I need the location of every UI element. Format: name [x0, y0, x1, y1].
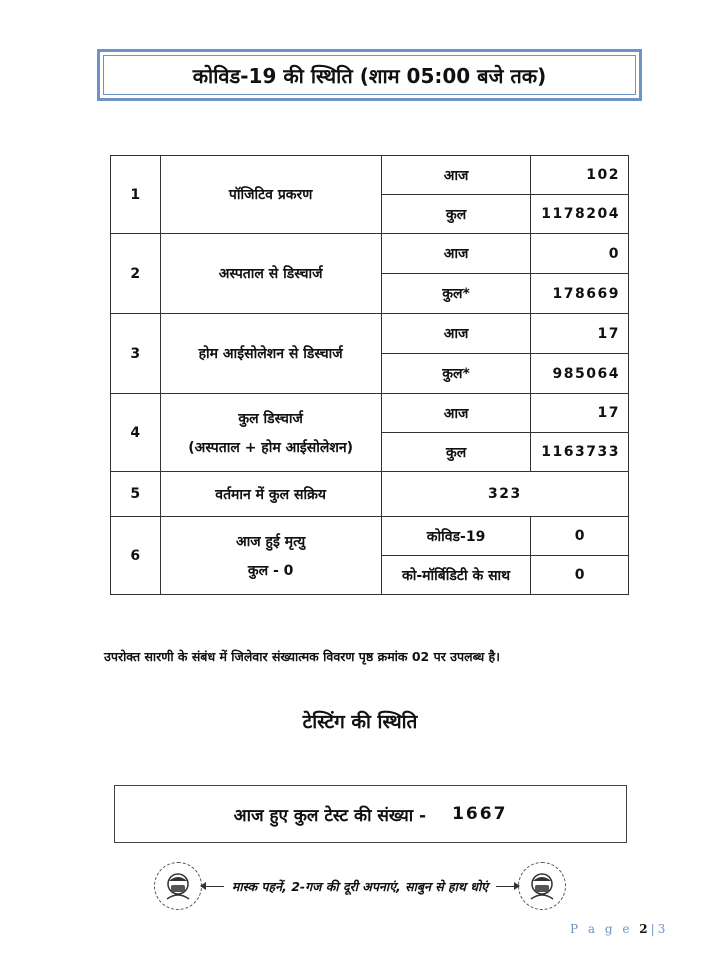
row-number: 1 [111, 156, 161, 234]
testing-value: 1667 [452, 804, 508, 824]
page-separator: | [650, 922, 658, 936]
row-description: होम आईसोलेशन से डिस्चार्ज [160, 314, 381, 394]
footer-slogan: मास्क पहनें, 2-गज की दूरी अपनाएं, साबुन से हाथ धोएं [231, 878, 489, 894]
row-number: 4 [111, 394, 161, 472]
comorbidity-death-label: को-मॉर्बिडिटी के साथ [381, 556, 531, 595]
table-row [111, 517, 629, 556]
today-value: 17 [531, 394, 629, 433]
description-line-2: कुल - 0 [247, 562, 294, 579]
total-label: कुल [381, 195, 531, 234]
active-cases-value: 323 [381, 472, 628, 517]
today-label: आज [381, 394, 531, 433]
footer-banner [90, 862, 630, 910]
comorbidity-death-value: 0 [531, 556, 629, 595]
covid-death-value: 0 [531, 517, 629, 556]
today-label: आज [381, 234, 531, 274]
row-description: पॉजिटिव प्रकरण [160, 156, 381, 234]
total-value: 178669 [531, 274, 629, 314]
today-label: आज [381, 156, 531, 195]
testing-box [114, 785, 627, 843]
testing-section-title: टेस्टिंग की स्थिति [302, 711, 418, 733]
covid-death-label: कोविड-19 [381, 517, 531, 556]
table-row [111, 394, 629, 433]
today-label: आज [381, 314, 531, 354]
page-total: 3 [657, 922, 669, 936]
page-number [570, 922, 668, 936]
page-prefix: P a g e [570, 922, 633, 936]
header-title-box [97, 49, 642, 101]
table-row [111, 472, 629, 517]
total-label: कुल* [381, 274, 531, 314]
total-value: 1178204 [531, 195, 629, 234]
masked-face-icon [518, 862, 566, 910]
row-number: 5 [111, 472, 161, 517]
total-label: कुल* [381, 354, 531, 394]
page-current: 2 [639, 922, 651, 936]
testing-label: आज हुए कुल टेस्ट की संख्या - [233, 805, 427, 826]
description-line-1: आज हुई मृत्यु [235, 533, 306, 550]
description-line-2: (अस्पताल + होम आईसोलेशन) [188, 439, 354, 456]
total-value: 985064 [531, 354, 629, 394]
page-title: कोविड-19 की स्थिति (शाम 05:00 बजे तक) [192, 63, 547, 88]
row-number: 3 [111, 314, 161, 394]
masked-face-icon [154, 862, 202, 910]
left-arrow-icon [202, 886, 224, 887]
today-value: 0 [531, 234, 629, 274]
table-note: उपरोक्त सारणी के संबंध में जिलेवार संख्यात्मक विवरण पृष्ठ क्रमांक 02 पर उपलब्ध है। [104, 649, 500, 664]
row-description [160, 517, 381, 595]
table-row [111, 156, 629, 195]
row-description [160, 394, 381, 472]
row-number: 2 [111, 234, 161, 314]
row-number: 6 [111, 517, 161, 595]
total-label: कुल [381, 433, 531, 472]
row-description: अस्पताल से डिस्चार्ज [160, 234, 381, 314]
table-row [111, 314, 629, 354]
table-row [111, 234, 629, 274]
today-value: 102 [531, 156, 629, 195]
description-line-1: कुल डिस्चार्ज [238, 410, 303, 427]
covid-status-table [110, 155, 629, 595]
right-arrow-icon [496, 886, 518, 887]
total-value: 1163733 [531, 433, 629, 472]
row-description: वर्तमान में कुल सक्रिय [160, 472, 381, 517]
today-value: 17 [531, 314, 629, 354]
